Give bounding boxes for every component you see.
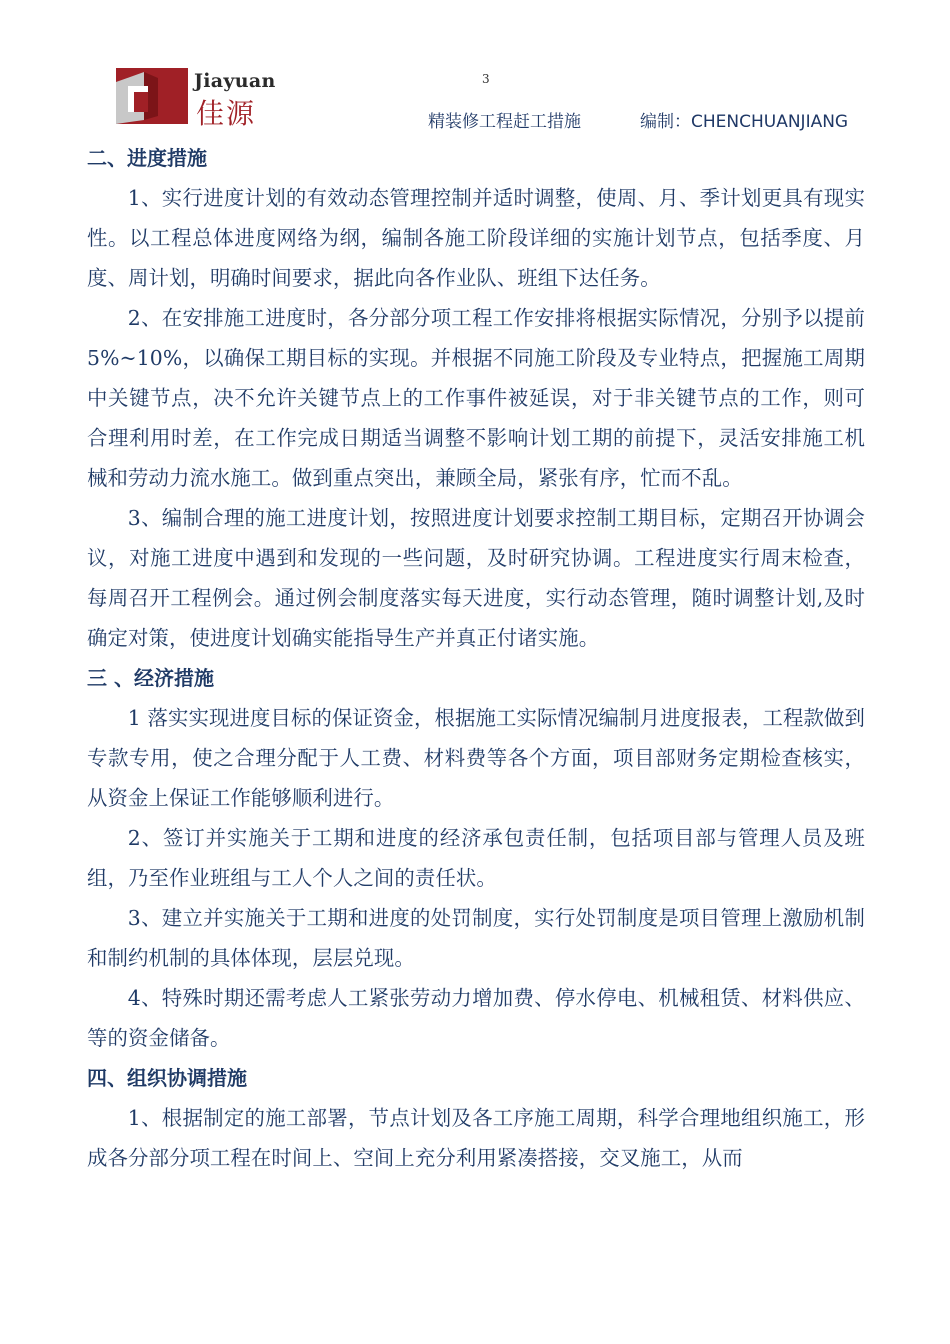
paragraph: 4、特殊时期还需考虑人工紧张劳动力增加费、停水停电、机械租赁、材料供应、等的资金储备。: [87, 986, 865, 1050]
paragraph: 1 落实实现进度目标的保证资金，根据施工实际情况编制月进度报表，工程款做到专款专用，使之合理分配于人工费、材料费等各个方面，项目部财务定期检查核实，从资金上保证工作能够顺利进行。: [87, 706, 865, 810]
jiayuan-logo-icon: [114, 68, 188, 124]
paragraph: 1、根据制定的施工部署，节点计划及各工序施工周期，科学合理地组织施工，形成各分部分项工程在时间上、空间上充分利用紧凑搭接，交叉施工，从而: [87, 1106, 865, 1170]
document-body: [87, 138, 865, 1178]
document-title: 精装修工程赶工措施: [428, 112, 581, 132]
section-heading: 二、进度措施: [87, 146, 207, 170]
paragraph: 3、编制合理的施工进度计划，按照进度计划要求控制工期目标，定期召开协调会议，对施工进度中遇到和发现的一些问题，及时研究协调。工程进度实行周末检查，每周召开工程例会。通过例会制度落实每天进度，实行动态管理，随时调整计划,及时确定对策，使进度计划确实能指导生产并真正付诸实施。: [87, 506, 865, 650]
logo-english-text: Jiayuan: [194, 70, 276, 92]
page-number: 3: [482, 72, 490, 86]
logo-chinese-text: 佳源: [196, 97, 257, 130]
paragraph: 2、在安排施工进度时，各分部分项工程工作安排将根据实际情况，分别予以提前 5%~10%，以确保工期目标的实现。并根据不同施工阶段及专业特点，把握施工周期中关键节点，决不允许关键节点上的工作事件被延误，对于非关键节点的工作，则可合理利用时差，在工作完成日期适当调整不影响计划工期的前提下，灵活安排施工机械和劳动力流水施工。做到重点突出，兼顾全局，紧张有序，忙而不乱。: [87, 306, 865, 490]
document-author: 编制：CHENCHUANJIANG: [640, 112, 849, 132]
section-heading: 四、组织协调措施: [87, 1066, 247, 1090]
paragraph: 1、实行进度计划的有效动态管理控制并适时调整，使周、月、季计划更具有现实性。以工程总体进度网络为纲，编制各施工阶段详细的实施计划节点，包括季度、月度、周计划，明确时间要求，据此向各作业队、班组下达任务。: [87, 186, 865, 290]
company-logo: [114, 68, 286, 128]
section-heading: 三 、经济措施: [87, 666, 214, 690]
paragraph: 2、签订并实施关于工期和进度的经济承包责任制，包括项目部与管理人员及班组，乃至作业班组与工人个人之间的责任状。: [87, 826, 865, 890]
paragraph: 3、建立并实施关于工期和进度的处罚制度，实行处罚制度是项目管理上激励机制和制约机制的具体体现，层层兑现。: [87, 906, 865, 970]
